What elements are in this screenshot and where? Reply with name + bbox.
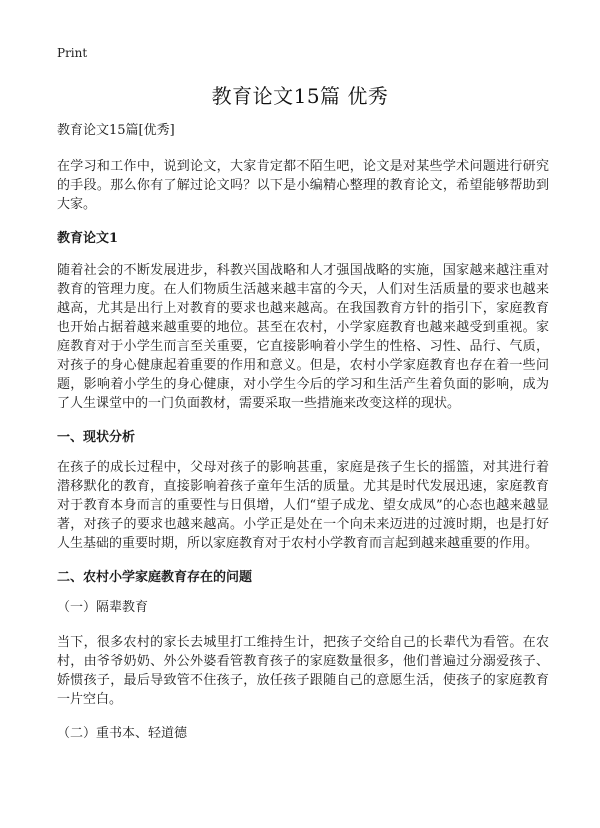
essay-1-paragraph: 随着社会的不断发展进步，科教兴国战略和人才强国战略的实施，国家越来越注重对教育的管理力度。在人们物质生活越来越丰富的今天，人们对生活质量的要求也越来越高，尤其是出行上对教育的要求也越来越高。在我国教育方针的指引下，家庭教育也开始占据着越来越重要的地位。甚至在农村，小学家庭教育也越来越受到重视。家庭教育对于小学生而言至关重要，它直接影响着小学生的性格、习性、品行、气质，对孩子的身心健康起着重要的作用和意义。但是，农村小学家庭教育也存在着一些问题，影响着小学生的身心健康，对小学生今后的学习和生活产生着负面的影响，成为了人生课堂中的一门负面教材，需要采取一些措施来改变这样的现状。 [57,263,549,411]
print-link[interactable]: Print [57,46,88,60]
sub-heading-books-over-morals: （二）重书本、轻道德 [57,726,188,741]
generational-education-paragraph: 当下，很多农村的家长去城里打工维持生计，把孩子交给自己的长辈代为看管。在农村，由爷爷奶奶、外公外婆看管教育孩子的家庭数量很多，他们普遍过分溺爱孩子、娇惯孩子，最后导致管不住孩子，放任孩子跟随自己的意愿生活，使孩子的家庭教育一片空白。 [57,635,549,707]
document-title: 教育论文15篇 优秀 [211,84,389,108]
section-heading-essay-1: 教育论文1 [57,231,119,246]
sub-heading-generational-education: （一）隔辈教育 [57,600,149,615]
intro-paragraph: 在学习和工作中，说到论文，大家肯定都不陌生吧，论文是对某些学术问题进行研究的手段。那么你有了解过论文吗？以下是小编精心整理的教育论文，希望能够帮助到大家。 [57,159,549,212]
section-heading-status: 一、现状分析 [57,430,136,445]
section-heading-problems: 二、农村小学家庭教育存在的问题 [57,570,253,585]
document-subtitle: 教育论文15篇[优秀] [57,123,175,138]
status-paragraph: 在孩子的成长过程中，父母对孩子的影响甚重，家庭是孩子生长的摇篮，对其进行着潜移默化的教育，直接影响着孩子童年生活的质量。尤其是时代发展迅速，家庭教育对于教育本身而言的重要性与日俱增，人们“望子成龙、望女成凤”的心态也越来越显著，对孩子的要求也越来越高。小学正是处在一个向未来迈进的过渡时期，也是打好人生基础的重要时期，所以家庭教育对于农村小学教育而言起到越来越重要的作用。 [57,460,549,551]
document-body [57,121,549,759]
